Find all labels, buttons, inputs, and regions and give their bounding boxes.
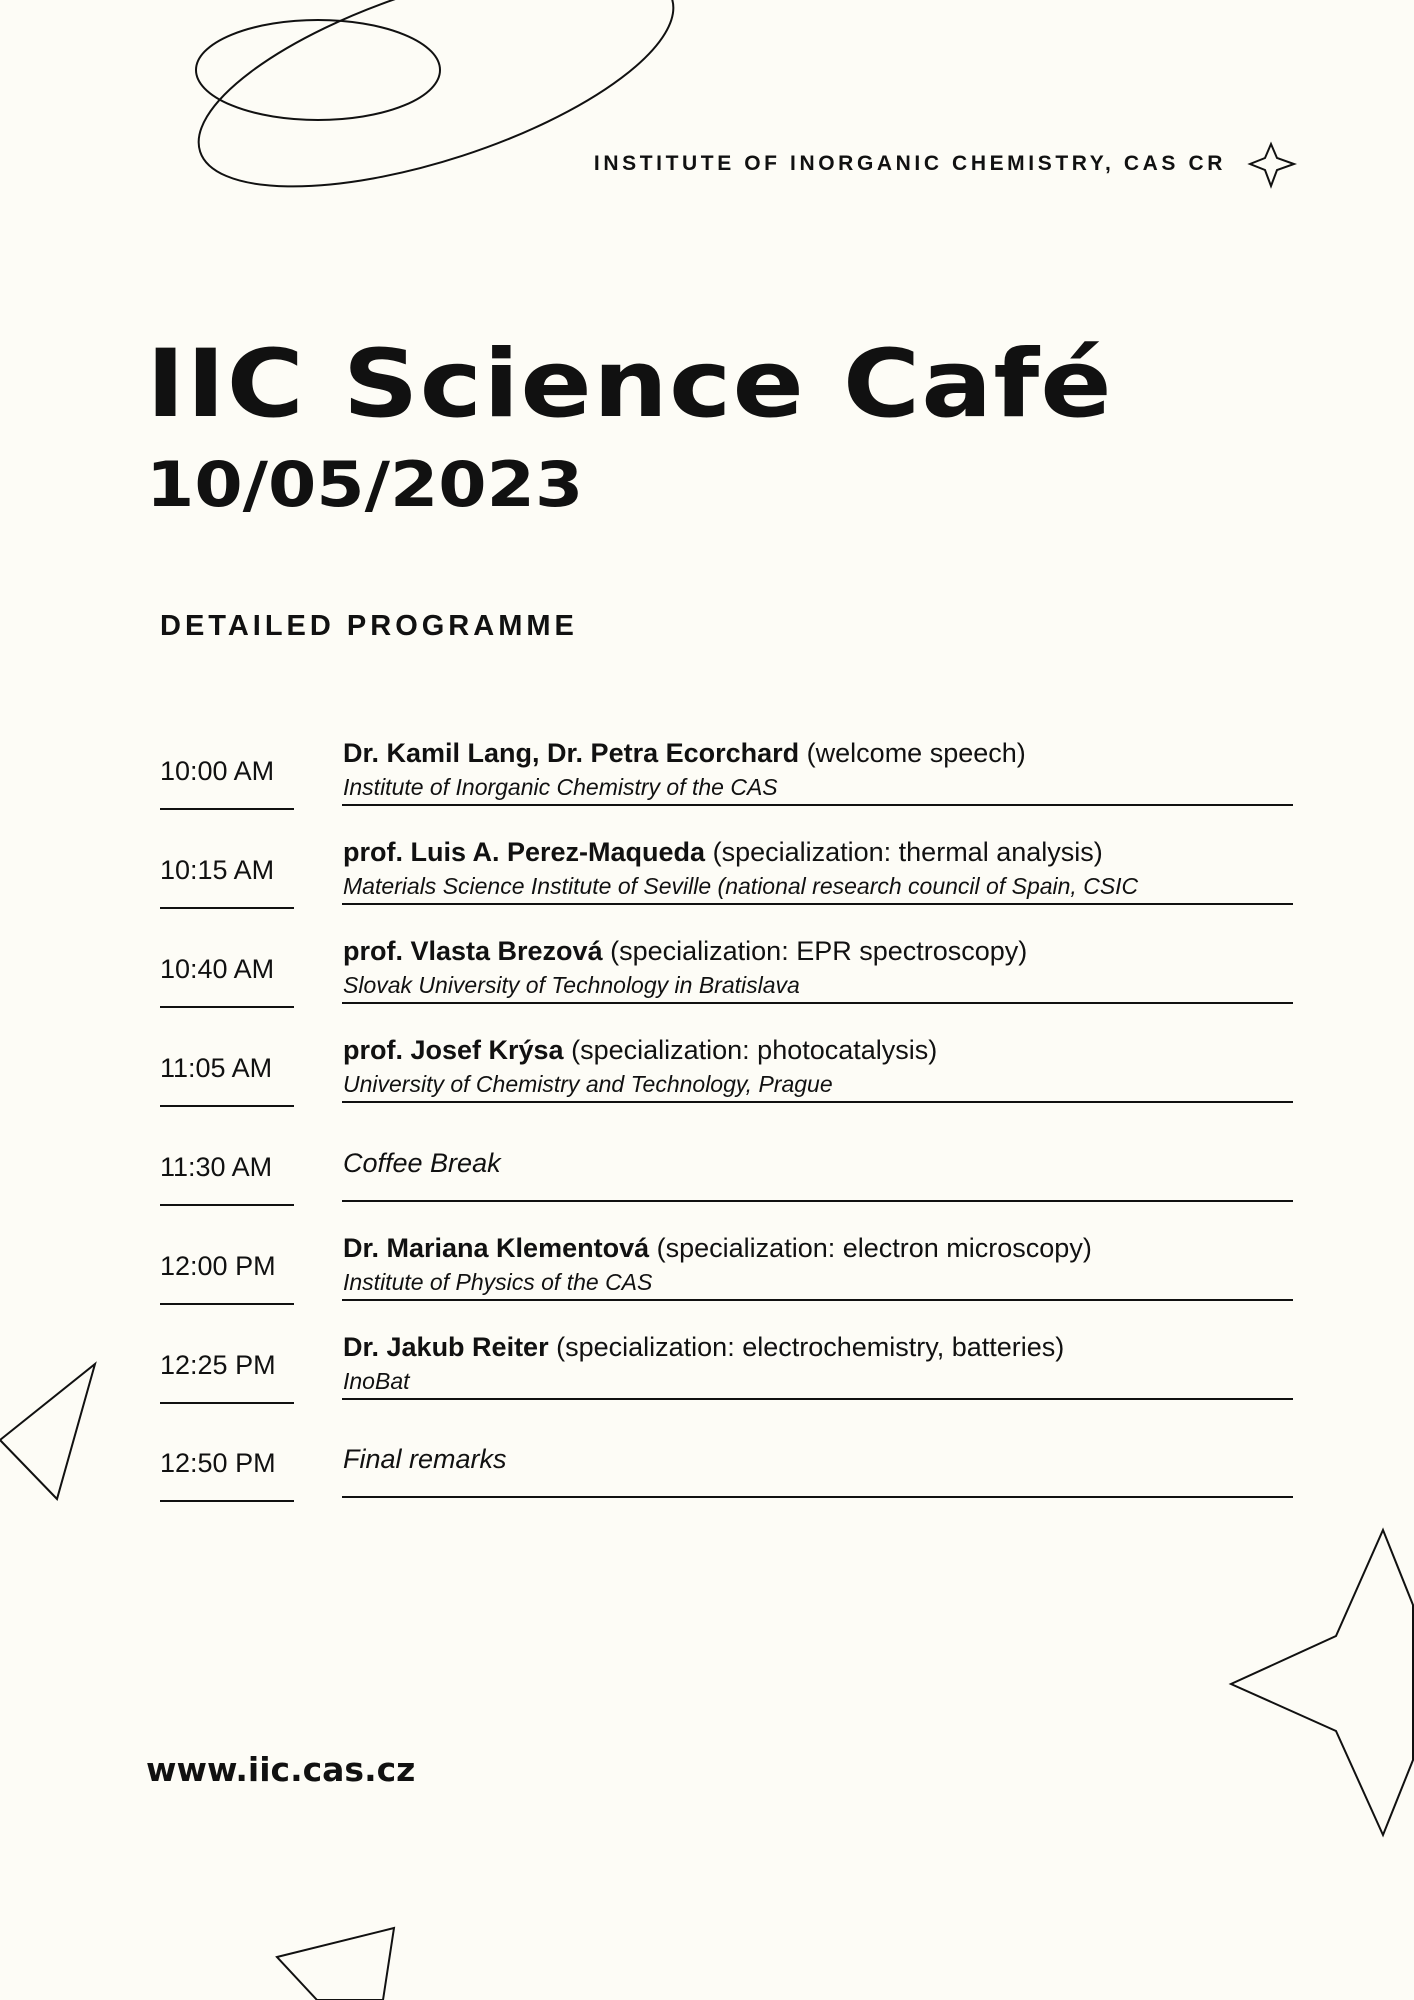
speaker-name: prof. Luis A. Perez-Maqueda <box>343 837 706 867</box>
talk-detail: (specialization: thermal analysis) <box>712 837 1103 867</box>
programme-heading: DETAILED PROGRAMME <box>160 610 578 642</box>
programme-row <box>0 934 1414 1024</box>
programme-time: 10:40 AM <box>160 954 275 984</box>
programme-time: 12:00 PM <box>160 1251 276 1281</box>
programme-row <box>0 1033 1414 1123</box>
row-divider <box>342 1496 1293 1498</box>
talk-detail: (welcome speech) <box>806 738 1026 768</box>
programme-row <box>0 736 1414 826</box>
time-divider <box>160 1500 294 1502</box>
final-remarks-label: Final remarks <box>343 1444 507 1474</box>
time-divider <box>160 808 294 810</box>
row-divider <box>342 903 1293 905</box>
speaker-affiliation: Slovak University of Technology in Bratislava <box>343 972 800 998</box>
speaker-line <box>343 1233 1092 1264</box>
programme-time: 11:05 AM <box>160 1053 273 1083</box>
time-divider <box>160 907 294 909</box>
website-link[interactable]: www.iic.cas.cz <box>146 1750 416 1789</box>
programme-time: 10:00 AM <box>160 756 275 786</box>
speaker-line <box>343 936 1027 967</box>
talk-detail: (specialization: photocatalysis) <box>571 1035 938 1065</box>
time-divider <box>160 1105 294 1107</box>
speaker-line <box>343 1035 937 1066</box>
programme-time: 10:15 AM <box>160 855 275 885</box>
row-divider <box>342 1200 1293 1202</box>
speaker-name: prof. Josef Krýsa <box>343 1035 564 1065</box>
programme-row <box>0 1428 1414 1518</box>
speaker-name: Dr. Kamil Lang, Dr. Petra Ecorchard <box>343 738 800 768</box>
row-divider <box>342 1101 1293 1103</box>
speaker-affiliation: InoBat <box>343 1368 410 1394</box>
talk-detail: (specialization: EPR spectroscopy) <box>610 936 1028 966</box>
speaker-affiliation: Materials Science Institute of Seville (national research council of Spain, CSIC <box>343 873 1139 899</box>
row-divider <box>342 1299 1293 1301</box>
event-date: 10/05/2023 <box>146 448 584 521</box>
speaker-line <box>343 837 1103 868</box>
time-divider <box>160 1006 294 1008</box>
time-divider <box>160 1204 294 1206</box>
speaker-name: prof. Vlasta Brezová <box>343 936 603 966</box>
programme-row <box>0 1231 1414 1321</box>
row-divider <box>342 804 1293 806</box>
programme-row <box>0 1330 1414 1420</box>
speaker-name: Dr. Jakub Reiter <box>343 1332 549 1362</box>
speaker-affiliation: Institute of Inorganic Chemistry of the CAS <box>343 774 778 800</box>
programme-time: 12:50 PM <box>160 1448 276 1478</box>
talk-detail: (specialization: electron microscopy) <box>656 1233 1092 1263</box>
programme-row <box>0 1132 1414 1222</box>
speaker-name: Dr. Mariana Klementová <box>343 1233 650 1263</box>
speaker-line <box>343 1332 1064 1363</box>
programme-row <box>0 835 1414 925</box>
programme-time: 11:30 AM <box>160 1152 273 1182</box>
speaker-line <box>343 738 1026 769</box>
time-divider <box>160 1303 294 1305</box>
row-divider <box>342 1398 1293 1400</box>
programme-time: 12:25 PM <box>160 1350 276 1380</box>
row-divider <box>342 1002 1293 1004</box>
break-label: Coffee Break <box>343 1148 501 1178</box>
event-title: IIC Science Café <box>146 330 1113 439</box>
talk-detail: (specialization: electrochemistry, batteries) <box>556 1332 1065 1362</box>
speaker-affiliation: Institute of Physics of the CAS <box>343 1269 653 1295</box>
organization-name: INSTITUTE OF INORGANIC CHEMISTRY, CAS CR <box>593 152 1226 175</box>
speaker-affiliation: University of Chemistry and Technology, Prague <box>343 1071 833 1097</box>
time-divider <box>160 1402 294 1404</box>
